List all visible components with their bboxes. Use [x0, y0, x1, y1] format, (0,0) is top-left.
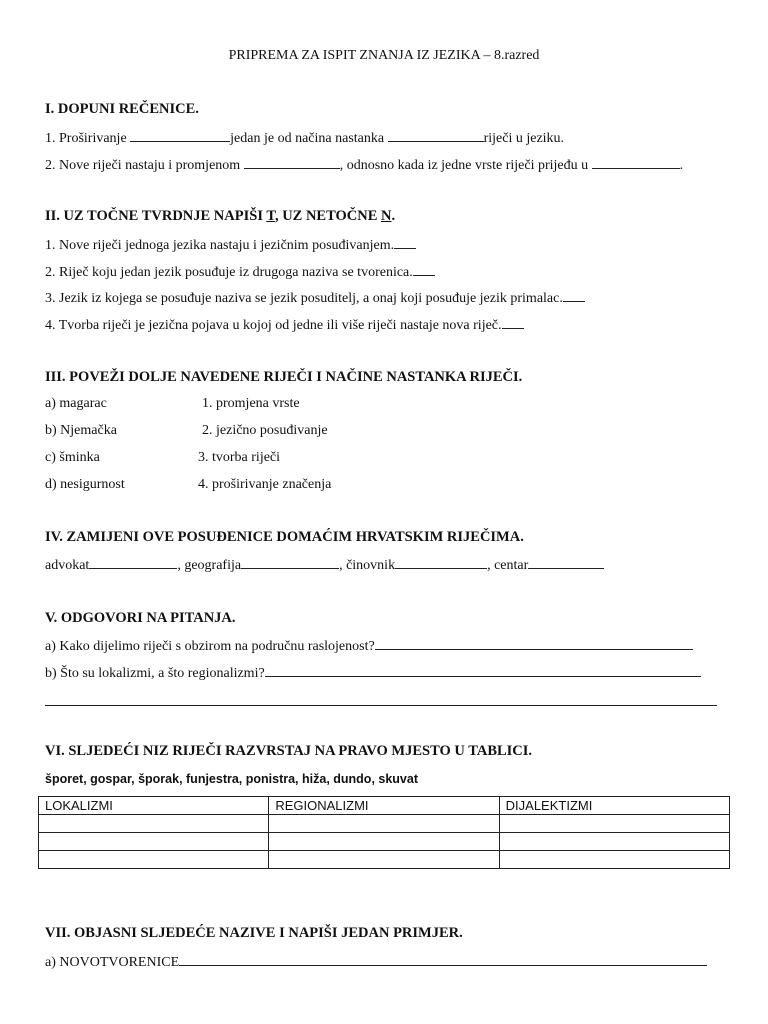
- q1-text-c: riječi u jeziku.: [483, 131, 565, 146]
- q2-text-b: , odnosno kada iz jedne vrste riječi prijeđu u: [339, 158, 592, 173]
- section-2-heading-t: T: [266, 208, 275, 224]
- word-list: šporet, gospar, šporak, funjestra, ponistra, hiža, dundo, skuvat: [45, 772, 418, 786]
- loanword-3: , činovnik: [339, 558, 396, 573]
- table-cell[interactable]: [499, 815, 729, 833]
- q1-text-a: 1. Proširivanje: [45, 131, 131, 146]
- statement-2: [45, 262, 435, 280]
- table-row: [39, 851, 730, 869]
- q2-text-c: .: [679, 158, 684, 173]
- section-1-question-1: [45, 128, 564, 146]
- table-cell[interactable]: [499, 851, 729, 869]
- q1-text-b: jedan je od načina nastanka: [230, 131, 388, 146]
- answer-blank[interactable]: [394, 235, 416, 249]
- section-3-heading: III. POVEŽI DOLJE NAVEDENE RIJEČI I NAČINE NASTANKA RIJEČI.: [45, 369, 523, 385]
- table-cell[interactable]: [269, 851, 499, 869]
- loanword-1-blank[interactable]: [89, 555, 177, 569]
- table-cell[interactable]: [269, 815, 499, 833]
- question-a-blank[interactable]: [375, 636, 693, 650]
- q1-blank-1[interactable]: [130, 128, 230, 142]
- statement-4: [45, 315, 524, 333]
- match-way: 2. jezično posuđivanje: [202, 423, 328, 438]
- loanword-row: [45, 555, 604, 573]
- section-4-heading: IV. ZAMIJENI OVE POSUĐENICE DOMAĆIM HRVATSKIM RIJEČIMA.: [45, 529, 524, 545]
- section-1-heading: I. DOPUNI REČENICE.: [45, 101, 199, 117]
- match-word: d) nesigurnost: [45, 477, 125, 492]
- loanword-4-blank[interactable]: [528, 555, 604, 569]
- statement-text: 4. Tvorba riječi je jezična pojava u kojoj od jedne ili više riječi nastaje nova riječ.: [45, 318, 502, 333]
- table-header-row: [39, 797, 730, 815]
- statement-3: [45, 288, 585, 306]
- table-cell[interactable]: [269, 833, 499, 851]
- match-row-1: [45, 395, 300, 413]
- section-2-heading-n: N: [381, 208, 392, 224]
- section-2-heading: [45, 207, 395, 225]
- section-2-heading-a: II. UZ TOČNE TVRDNJE NAPIŠI: [45, 208, 267, 224]
- table-row: [39, 833, 730, 851]
- match-way: 4. proširivanje značenja: [198, 477, 332, 492]
- answer-blank[interactable]: [413, 262, 435, 276]
- table-cell[interactable]: [499, 833, 729, 851]
- table-row: [39, 815, 730, 833]
- question-a-text: a) Kako dijelimo riječi s obzirom na područnu raslojenost?: [45, 639, 375, 654]
- q2-blank-1[interactable]: [244, 155, 340, 169]
- loanword-3-blank[interactable]: [395, 555, 487, 569]
- classification-table: [38, 796, 730, 869]
- table-cell[interactable]: [39, 851, 269, 869]
- section-7-heading: VII. OBJASNI SLJEDEĆE NAZIVE I NAPIŠI JEDAN PRIMJER.: [45, 925, 463, 941]
- match-row-4: [45, 476, 332, 494]
- question-b-text: b) Što su lokalizmi, a što regionalizmi?: [45, 666, 265, 681]
- match-word: a) magarac: [45, 396, 107, 411]
- match-word: c) šminka: [45, 450, 100, 465]
- header-lokalizmi: LOKALIZMI: [39, 797, 269, 815]
- term-a-blank[interactable]: [179, 952, 707, 966]
- q2-blank-2[interactable]: [592, 155, 680, 169]
- question-b: [45, 663, 701, 681]
- term-a-text: a) NOVOTVORENICE: [45, 955, 180, 970]
- loanword-2: , geografija: [177, 558, 242, 573]
- match-way: 1. promjena vrste: [202, 396, 300, 411]
- document-title: PRIPREMA ZA ISPIT ZNANJA IZ JEZIKA – 8.razred: [228, 48, 540, 63]
- statement-text: 1. Nove riječi jednoga jezika nastaju i jezičnim posuđivanjem.: [45, 238, 395, 253]
- loanword-4: , centar: [487, 558, 529, 573]
- section-6-heading: VI. SLJEDEĆI NIZ RIJEČI RAZVRSTAJ NA PRAVO MJESTO U TABLICI.: [45, 743, 533, 759]
- match-row-3: [45, 449, 281, 467]
- match-way: 3. tvorba riječi: [198, 450, 281, 465]
- statement-1: [45, 235, 416, 253]
- question-b-blank[interactable]: [265, 663, 701, 677]
- statement-text: 2. Riječ koju jedan jezik posuđuje iz drugoga naziva se tvorenica.: [45, 265, 413, 280]
- q2-text-a: 2. Nove riječi nastaju i promjenom: [45, 158, 244, 173]
- loanword-2-blank[interactable]: [241, 555, 339, 569]
- header-dijalektizmi: DIJALEKTIZMI: [499, 797, 729, 815]
- loanword-1: advokat: [45, 558, 90, 573]
- section-2-heading-c: .: [391, 208, 396, 224]
- table-cell[interactable]: [39, 833, 269, 851]
- question-a: [45, 636, 693, 654]
- term-a: [45, 952, 707, 970]
- answer-blank[interactable]: [502, 315, 524, 329]
- answer-line[interactable]: [45, 705, 717, 706]
- match-row-2: [45, 422, 328, 440]
- section-5-heading: V. ODGOVORI NA PITANJA.: [45, 610, 236, 626]
- answer-blank[interactable]: [563, 288, 585, 302]
- statement-text: 3. Jezik iz kojega se posuđuje naziva se jezik posuditelj, a onaj koji posuđuje jezik primalac.: [45, 291, 563, 306]
- header-regionalizmi: REGIONALIZMI: [269, 797, 499, 815]
- match-word: b) Njemačka: [45, 423, 117, 438]
- section-2-heading-b: , UZ NETOČNE: [274, 208, 382, 224]
- section-1-question-2: [45, 155, 683, 173]
- q1-blank-2[interactable]: [388, 128, 484, 142]
- table-cell[interactable]: [39, 815, 269, 833]
